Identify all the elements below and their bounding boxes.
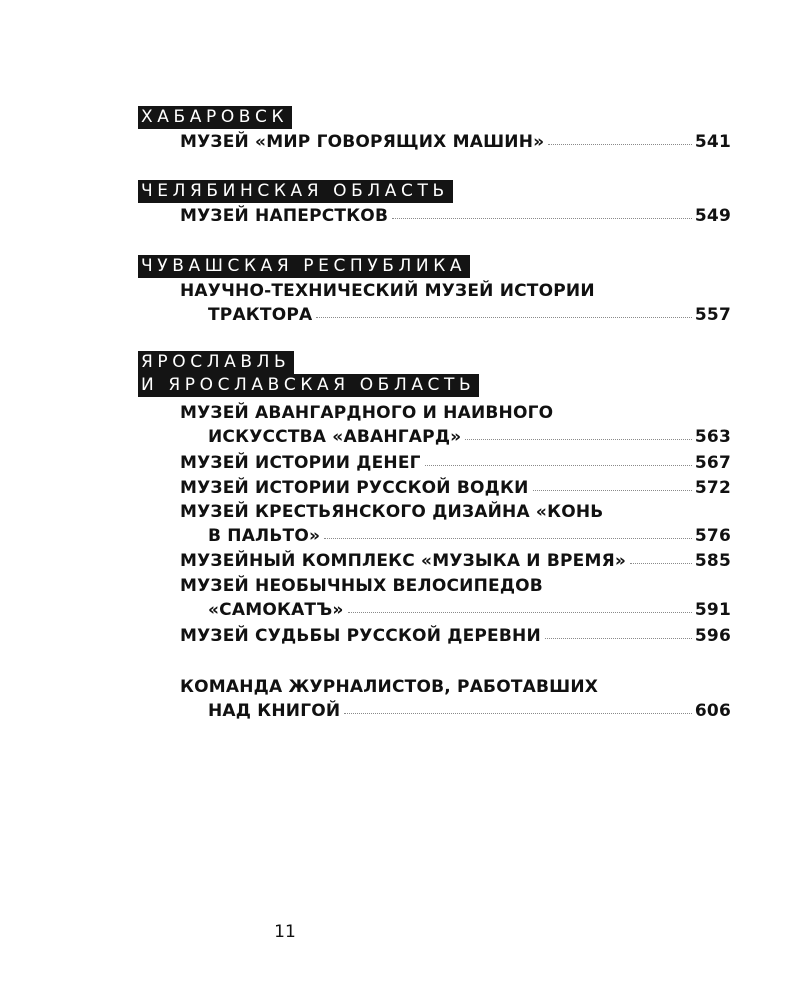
toc-entry-title-line1: МУЗЕЙ АВАНГАРДНОГО И НАИВНОГО [180,403,554,423]
toc-entry-credits[interactable] [180,675,731,723]
toc-entry[interactable] [180,401,731,449]
toc-entry-page: 606 [694,701,731,721]
toc-entry[interactable] [180,451,731,475]
toc-entry-title-line1: НАУЧНО-ТЕХНИЧЕСКИЙ МУЗЕЙ ИСТОРИИ [180,281,595,301]
region-heading-khabarovsk: ХАБАРОВСК [138,106,292,129]
toc-entry-title: ИСКУССТВА «АВАНГАРД» [208,427,462,447]
dot-leader [324,537,692,539]
toc-entry-page: 557 [694,305,731,325]
region-heading-chuvashia: ЧУВАШСКАЯ РЕСПУБЛИКА [138,255,470,278]
page-number: 11 [274,922,296,942]
toc-entry[interactable] [180,549,731,573]
toc-entry-title-line1: МУЗЕЙ КРЕСТЬЯНСКОГО ДИЗАЙНА «КОНЬ [180,502,604,522]
toc-entry-page: 549 [694,206,731,226]
toc-entry-title: ТРАКТОРА [208,305,313,325]
toc-entry-title-line1: КОМАНДА ЖУРНАЛИСТОВ, РАБОТАВШИХ [180,677,599,697]
toc-entry[interactable] [180,574,731,622]
toc-entry-page: 541 [694,132,731,152]
toc-entry-page: 585 [694,551,731,571]
toc-entry-page: 563 [694,427,731,447]
dot-leader [545,637,692,639]
toc-entry-title: «САМОКАТЪ» [208,600,344,620]
dot-leader [630,562,692,564]
toc-entry[interactable] [180,500,731,548]
toc-entry-title: В ПАЛЬТО» [208,526,321,546]
toc-entry-title: МУЗЕЙ НАПЕРСТКОВ [180,206,389,226]
toc-entry-title: МУЗЕЙ «МИР ГОВОРЯЩИХ МАШИН» [180,132,545,152]
toc-entry-title: МУЗЕЙ ИСТОРИИ РУССКОЙ ВОДКИ [180,478,529,498]
toc-entry-page: 591 [694,600,731,620]
toc-entry[interactable] [180,130,731,154]
toc-entry-title: МУЗЕЙ СУДЬБЫ РУССКОЙ ДЕРЕВНИ [180,626,541,646]
dot-leader [425,464,692,466]
dot-leader [465,438,692,440]
toc-entry[interactable] [180,624,731,648]
toc-entry-title-line1: МУЗЕЙ НЕОБЫЧНЫХ ВЕЛОСИПЕДОВ [180,576,543,596]
dot-leader [548,143,692,145]
toc-entry-page: 572 [694,478,731,498]
toc-entry-page: 567 [694,453,731,473]
dot-leader [348,611,692,613]
toc-entry-page: 576 [694,526,731,546]
toc-entry[interactable] [180,279,731,327]
toc-entry-title: МУЗЕЙ ИСТОРИИ ДЕНЕГ [180,453,421,473]
dot-leader [392,217,692,219]
toc-entry[interactable] [180,204,731,228]
region-heading-chelyabinsk: ЧЕЛЯБИНСКАЯ ОБЛАСТЬ [138,180,453,203]
toc-entry[interactable] [180,476,731,500]
dot-leader [344,712,692,714]
toc-entry-page: 596 [694,626,731,646]
dot-leader [533,489,692,491]
toc-entry-title: МУЗЕЙНЫЙ КОМПЛЕКС «МУЗЫКА И ВРЕМЯ» [180,551,627,571]
region-heading-yaroslavl: ЯРОСЛАВЛЬ И ЯРОСЛАВСКАЯ ОБЛАСТЬ [138,351,479,397]
toc-entry-title: НАД КНИГОЙ [208,701,341,721]
dot-leader [316,316,692,318]
